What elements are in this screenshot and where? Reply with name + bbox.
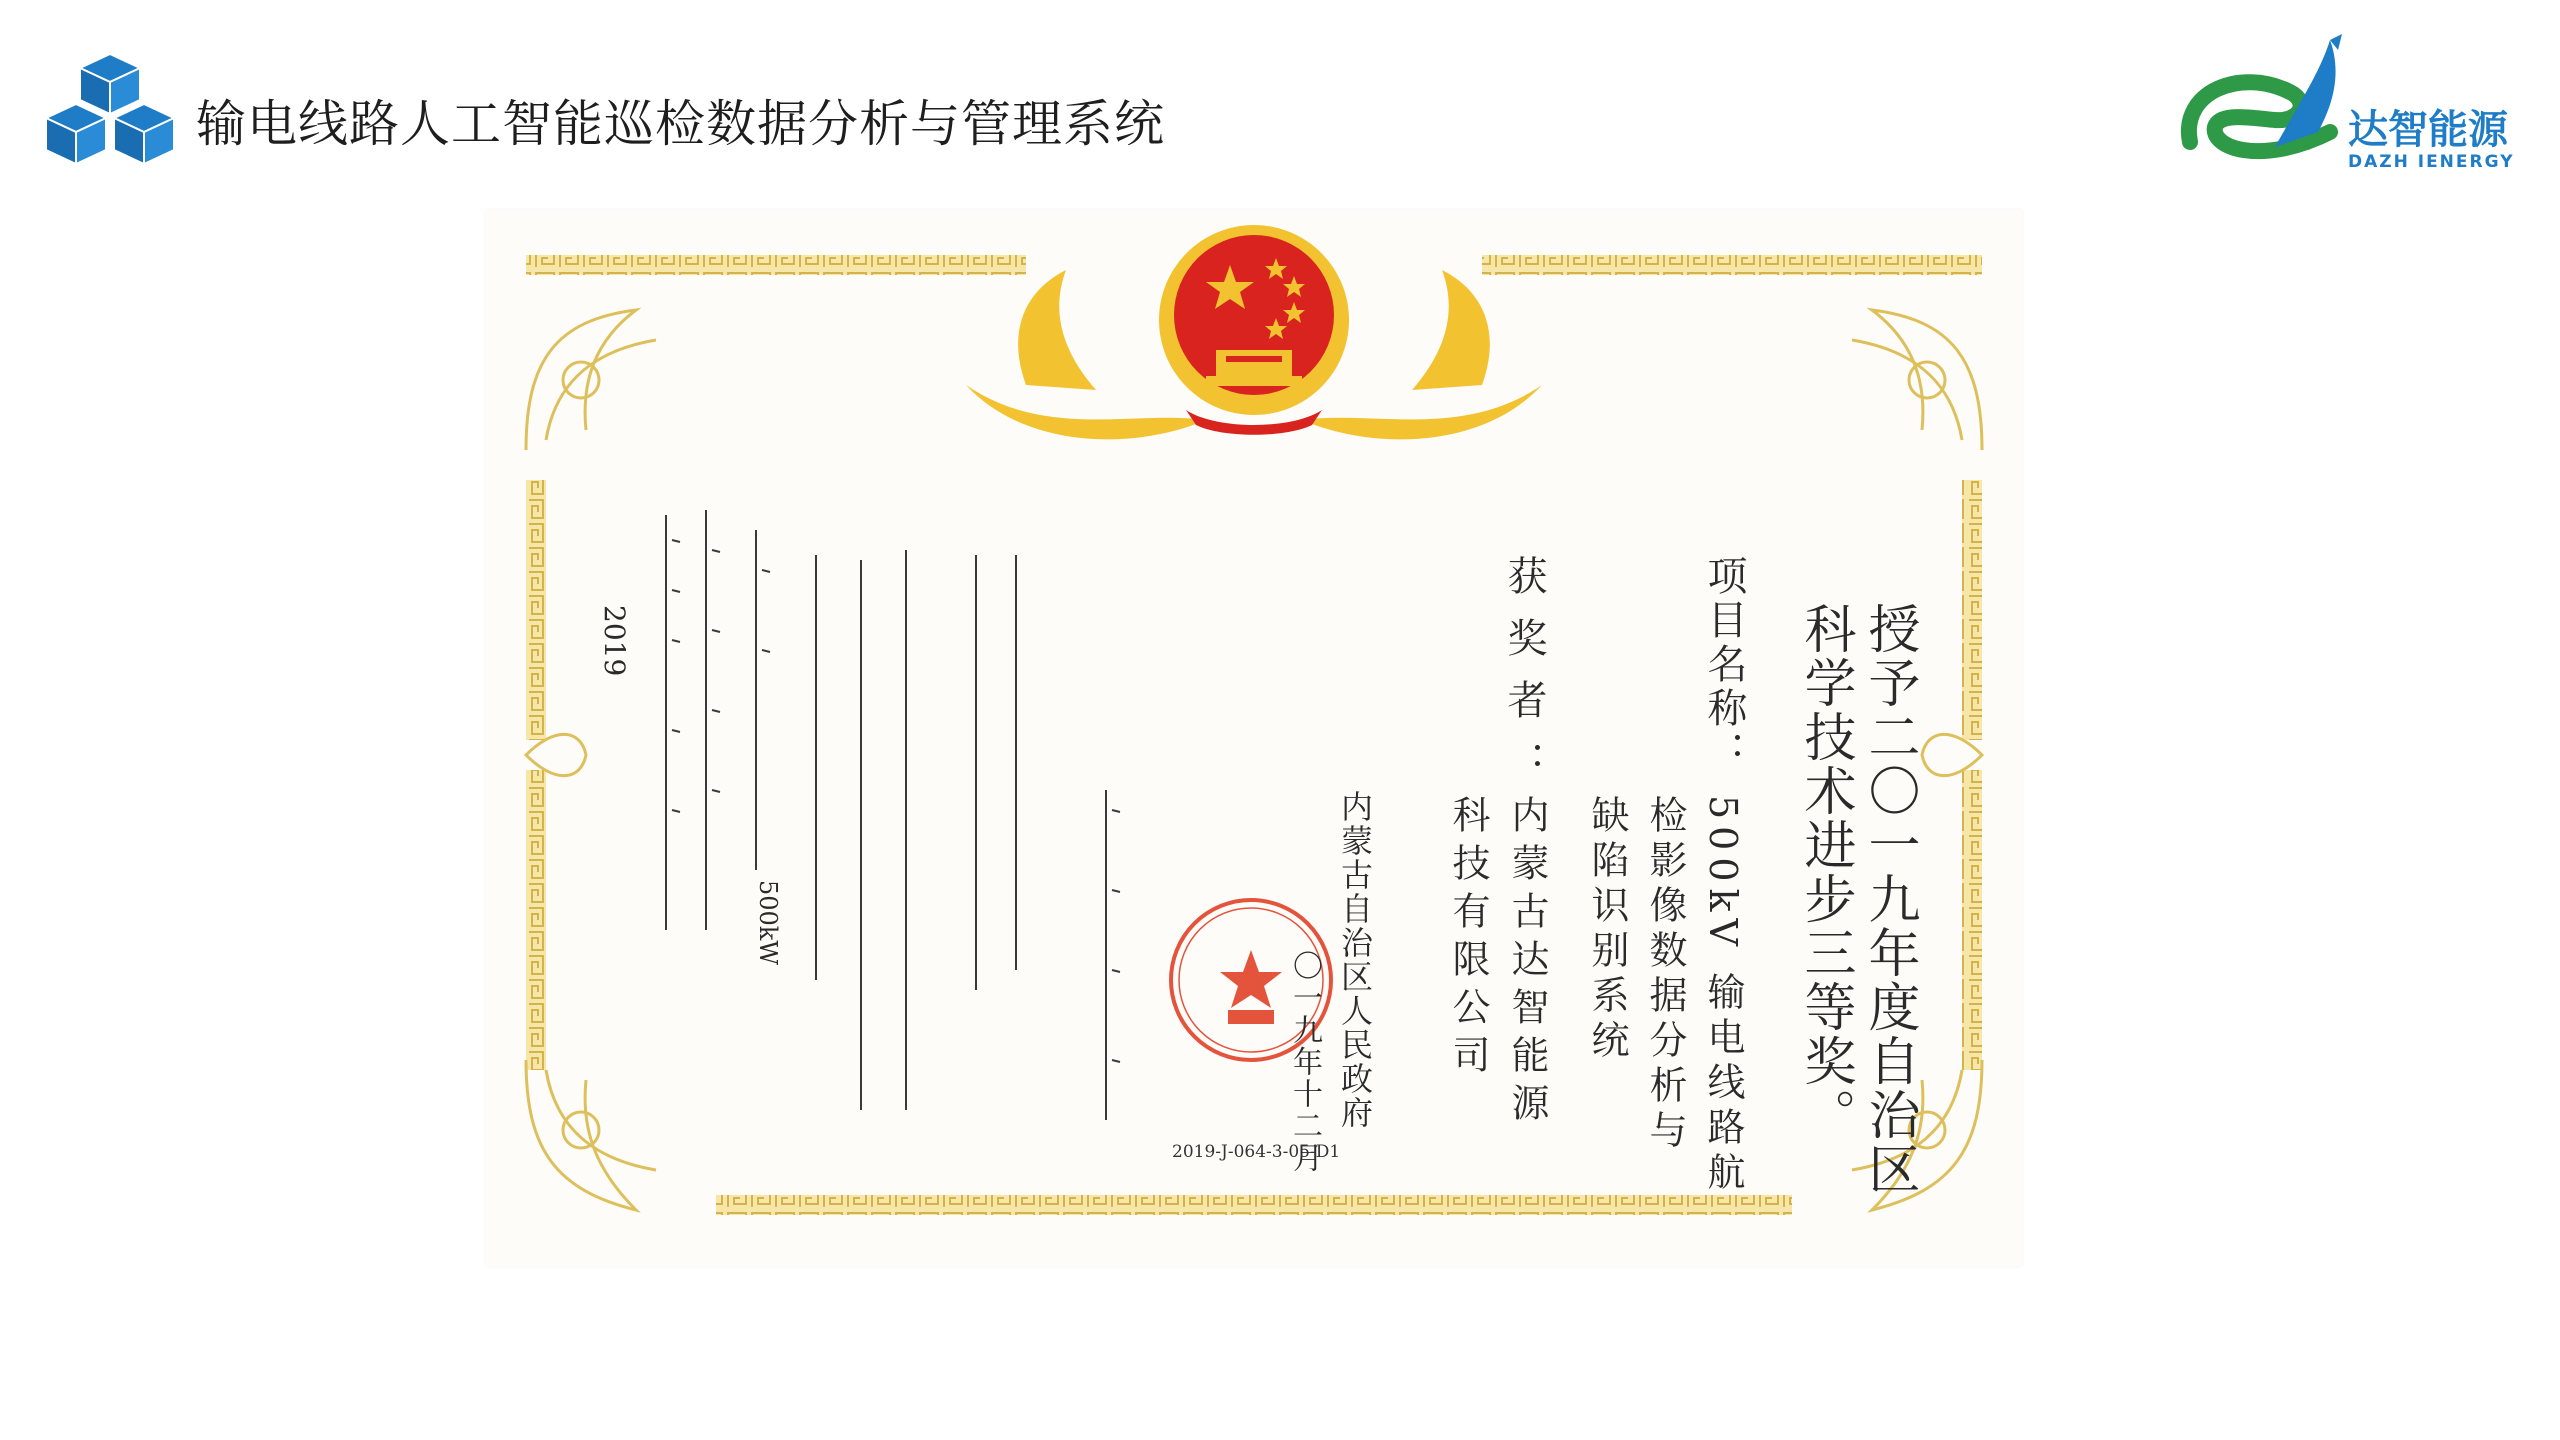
brand-name-en: DAZH IENERGY <box>2348 152 2515 172</box>
certificate-award-line2: 科学技术进步三等奖。 <box>1795 602 1855 1142</box>
certificate-awardee-line: 内蒙古达智能源 <box>1505 795 1549 1131</box>
brand-logo <box>2180 32 2530 182</box>
certificate-award-line1: 授予二〇一九年度自治区 <box>1859 602 1919 1196</box>
certificate-mongol-project: 500kW <box>754 880 782 966</box>
certificate-date: 〇一九年十二月 <box>1287 950 1322 1174</box>
certificate-project-name-line: 500kV 输电线路航 <box>1701 795 1745 1198</box>
certificate-issuer: 内蒙古自治区人民政府 <box>1336 790 1374 1130</box>
brand-swoosh-icon <box>2180 32 2350 182</box>
certificate-project-name-line: 缺陷识别系统 <box>1585 795 1629 1065</box>
certificate-mongol-year: 2019 <box>598 605 631 677</box>
certificate-project-name-line: 检影像数据分析与 <box>1643 795 1687 1155</box>
certificate-serial-number: 2019-J-064-3-05-D1 <box>1172 1142 1341 1162</box>
mongolian-script <box>666 510 1120 1120</box>
app-title: 输电线路人工智能巡检数据分析与管理系统 <box>196 95 1165 153</box>
award-certificate <box>486 210 2022 1266</box>
certificate-awardee-label: 获奖者： <box>1501 555 1547 803</box>
national-emblem-icon <box>966 225 1542 439</box>
stacked-cubes-icon <box>44 52 176 176</box>
certificate-awardee-line: 科技有限公司 <box>1446 795 1490 1083</box>
brand-name-cn: 达智能源 <box>2348 107 2508 153</box>
certificate-project-label: 项目名称： <box>1701 555 1747 775</box>
